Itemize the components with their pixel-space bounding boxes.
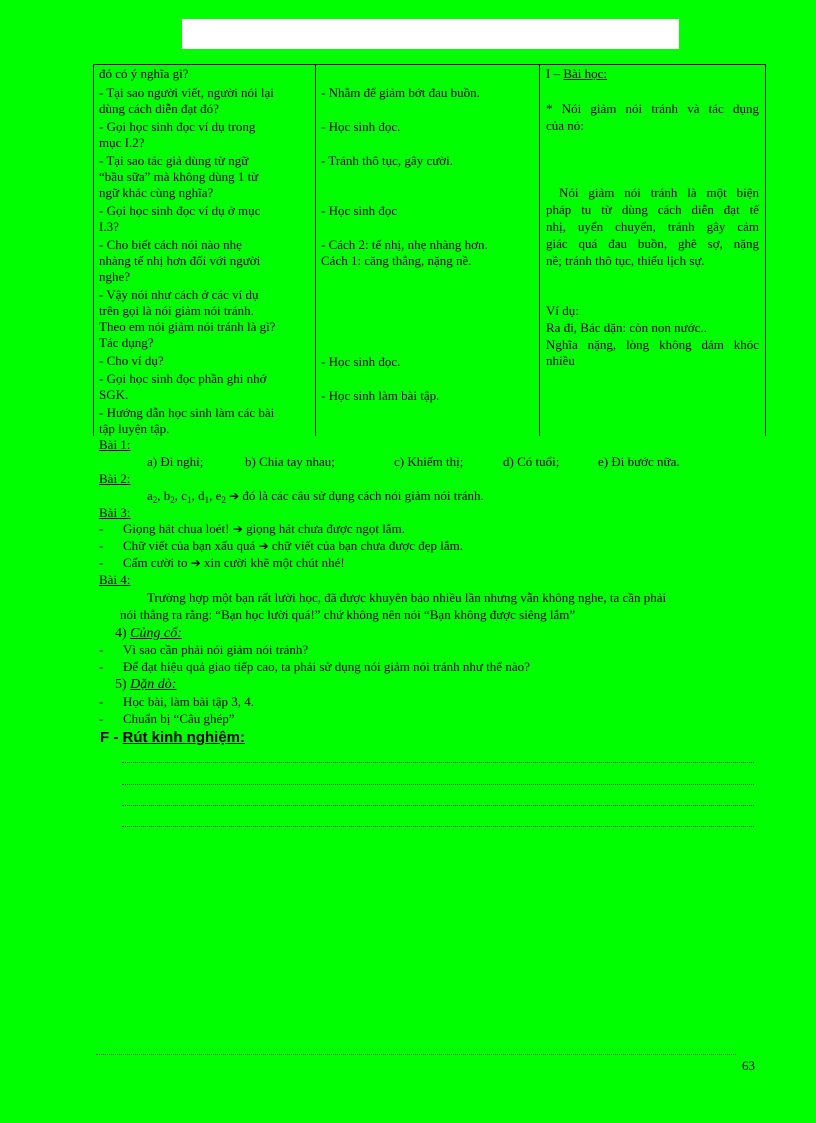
lesson-heading: I – Bài học:: [546, 66, 608, 81]
col2-line: - Học sinh đọc: [321, 203, 398, 218]
page-number: 63: [742, 1058, 755, 1073]
col1-line: - Vậy nói như cách ở các ví dụ: [99, 287, 259, 302]
col1-line: nhàng tế nhị hơn đối với người: [99, 253, 261, 268]
definition-line: nhị, uyển chuyển, tránh gây cảm: [546, 219, 759, 234]
example-line: Nghĩa nặng, lòng không dám khóc: [546, 337, 759, 352]
lesson-content-column: [540, 65, 765, 436]
header-box: [182, 19, 679, 49]
cung-co-item: - Vì sao cần phải nói giảm nói tránh?: [99, 642, 309, 657]
col1-line: I.3?: [99, 219, 119, 234]
lesson-table: [93, 64, 766, 436]
col1-line: trên gọi là nói giảm nói tránh.: [99, 303, 254, 318]
bai1-item: e) Đi bước nữa.: [598, 454, 680, 469]
cung-co-heading: 4) Củng cố:: [115, 626, 182, 641]
col2-line: - Học sinh đọc.: [321, 354, 401, 369]
definition-line: giác quá đau buồn, ghê sợ, nặng: [546, 236, 759, 251]
notes-dotted-line: [122, 805, 754, 806]
bai4-title: Bài 4:: [99, 572, 131, 587]
col2-line: - Cách 2: tế nhị, nhẹ nhàng hơn.: [321, 237, 488, 252]
col1-line: - Cho ví dụ?: [99, 353, 164, 368]
right-arrow-icon: ➔: [232, 522, 243, 536]
notes-dotted-line: [122, 826, 754, 827]
col1-line: đó có ý nghĩa gì?: [99, 66, 189, 81]
dan-do-item: - Học bài, làm bài tập 3, 4.: [99, 694, 255, 709]
bai1-item: b) Chia tay nhau;: [245, 454, 335, 469]
col1-line: tập luyện tập.: [99, 421, 170, 436]
definition-line: Nói giảm nói tránh là một biện: [559, 185, 759, 200]
dan-do-item: - Chuẩn bị “Câu ghép”: [99, 711, 235, 726]
right-arrow-icon: ➔: [258, 539, 269, 553]
example-label: Ví dụ:: [546, 303, 579, 318]
bai3-item: - Giọng hát chua loét! ➔ giọng hát chưa được ngọt lắm.: [99, 521, 405, 536]
col2-line: - Học sinh làm bài tập.: [321, 388, 440, 403]
col1-line: - Gọi học sinh đọc ví dụ trong: [99, 119, 256, 134]
teacher-activity-column: [94, 65, 316, 436]
col1-line: nghe?: [99, 269, 131, 284]
bai1-item: d) Có tuổi;: [503, 454, 560, 469]
col3-line: của nó:: [546, 118, 584, 133]
rut-kinh-nghiem-heading: F - Rút kinh nghiệm:: [100, 729, 245, 746]
example-line: Ra đi, Bác dặn: còn non nước..: [546, 320, 707, 335]
col1-line: - Tại sao người viết, người nói lại: [99, 85, 274, 100]
bai1-item: a) Đi nghỉ;: [147, 454, 204, 469]
bai3-item: - Chữ viết của bạn xấu quá ➔ chữ viết của bạn chưa được đẹp lắm.: [99, 538, 464, 553]
bai4-line: Trường hợp một bạn rất lười học, đã được khuyên bảo nhiều lần nhưng vẫn không nghe, ta cần phải: [147, 590, 667, 605]
col3-line: * Nói giảm nói tránh và tác dụng: [546, 101, 759, 116]
student-activity-column: [316, 65, 540, 436]
col1-line: “bầu sữa” mà không dùng 1 từ: [99, 169, 259, 184]
right-arrow-icon: ➔: [190, 556, 201, 570]
bai1-item: c) Khiếm thị;: [394, 454, 464, 469]
col1-line: Theo em nói giảm nói tránh là gì?: [99, 319, 276, 334]
col2-line: - Nhằm để giảm bớt đau buồn.: [321, 85, 480, 100]
col1-line: - Tại sao tác giả dùng từ ngữ: [99, 153, 249, 168]
example-line: nhiều: [546, 353, 575, 368]
right-arrow-icon: ➔: [229, 489, 240, 503]
col2-line: - Học sinh đọc.: [321, 119, 401, 134]
bai2-title: Bài 2:: [99, 471, 131, 486]
col1-line: - Hướng dẫn học sinh làm các bài: [99, 405, 275, 420]
col1-line: - Cho biết cách nói nào nhẹ: [99, 237, 242, 252]
col1-line: - Gọi học sinh đọc ví dụ ở mục: [99, 203, 261, 218]
notes-dotted-line: [122, 762, 754, 763]
col1-line: mục I.2?: [99, 135, 145, 150]
cung-co-item: - Để đạt hiệu quả giao tiếp cao, ta phải sử dụng nói giảm nói tránh như thế nào?: [99, 659, 530, 674]
bai3-item: - Cấm cười to ➔ xin cười khẽ một chút nhé!: [99, 555, 345, 570]
notes-dotted-line: [122, 784, 754, 785]
bai2-answer: $a_2$, $b_2$, $c_1$, $d_1$, $e_2$ ➔ đó là các câu sử dụng cách nói giảm nói tránh.: [147, 488, 484, 505]
definition-line: nề; tránh thô tục, thiếu lịch sự.: [546, 253, 705, 268]
col1-line: SGK.: [99, 387, 129, 402]
footer-rule: [96, 1054, 736, 1055]
col2-line: Cách 1: căng thẳng, nặng nề.: [321, 253, 472, 268]
bai3-title: Bài 3:: [99, 505, 131, 520]
col1-line: dùng cách diễn đạt đó?: [99, 101, 219, 116]
col1-line: Tác dụng?: [99, 335, 154, 350]
dan-do-heading: 5) Dặn dò:: [115, 677, 177, 692]
col1-line: ngữ khác cùng nghĩa?: [99, 185, 214, 200]
bai4-line: nói thẳng ra rằng: “Bạn học lười quá!” chứ không nên nói “Bạn không được siêng lắm”: [120, 607, 576, 622]
col2-line: - Tránh thô tục, gây cười.: [321, 153, 453, 168]
definition-line: pháp tu từ dùng cách diễn đạt tế: [546, 202, 759, 217]
col1-line: - Gọi học sinh đọc phần ghi nhớ: [99, 371, 267, 386]
bai1-title: Bài 1:: [99, 437, 131, 452]
